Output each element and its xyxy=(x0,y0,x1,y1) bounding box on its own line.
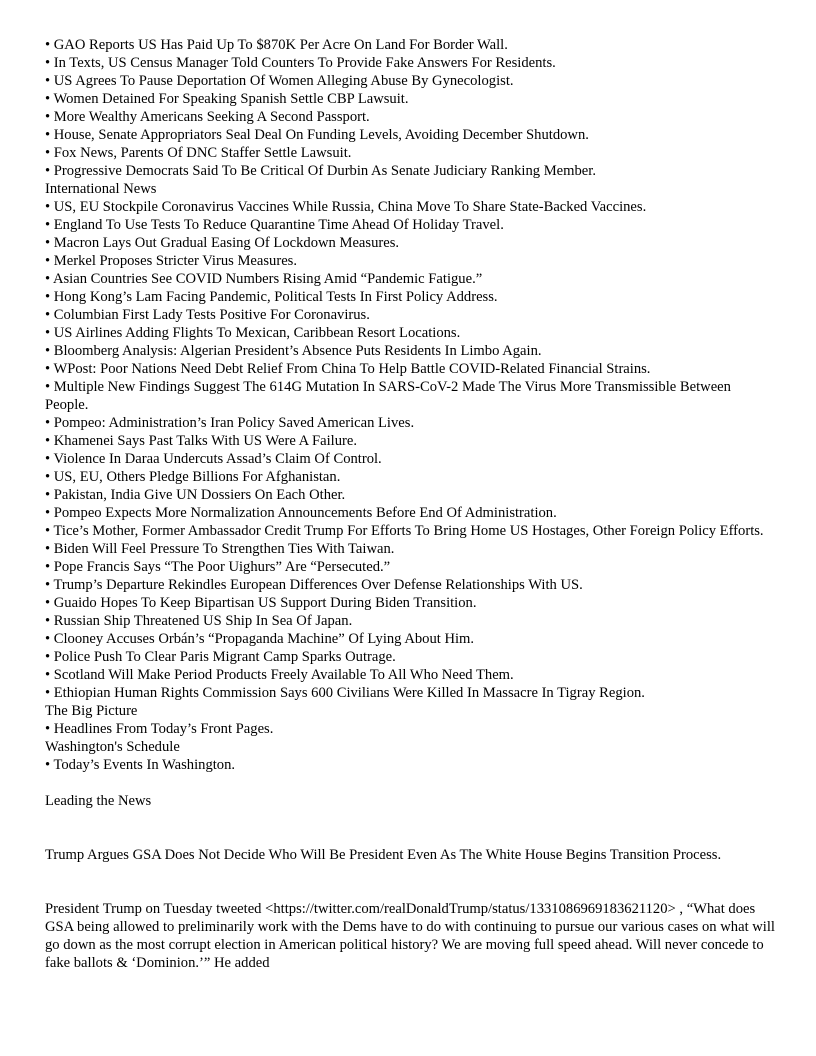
list-item: • More Wealthy Americans Seeking A Second Passport. xyxy=(45,109,370,125)
list-item: • England To Use Tests To Reduce Quarantine Time Ahead Of Holiday Travel. xyxy=(45,217,504,233)
list-item: • Violence In Daraa Undercuts Assad’s Claim Of Control. xyxy=(45,451,382,467)
spacer xyxy=(45,774,775,792)
list-item: • Clooney Accuses Orbán’s “Propaganda Machine” Of Lying About Him. xyxy=(45,631,475,647)
list-item: • Hong Kong’s Lam Facing Pandemic, Political Tests In First Policy Address. xyxy=(45,289,498,305)
list-item: • Today’s Events In Washington. xyxy=(45,757,236,773)
list-item: • Asian Countries See COVID Numbers Rising Amid “Pandemic Fatigue.” xyxy=(45,271,483,287)
list-item: • US, EU Stockpile Coronavirus Vaccines While Russia, China Move To Share State-Backed Vaccines. xyxy=(45,199,647,215)
international-news-list xyxy=(45,198,775,702)
list-item: • House, Senate Appropriators Seal Deal On Funding Levels, Avoiding December Shutdown. xyxy=(45,127,589,143)
list-item: • Headlines From Today’s Front Pages. xyxy=(45,721,274,737)
list-item: • Trump’s Departure Rekindles European Differences Over Defense Relationships With US. xyxy=(45,577,583,593)
international-news-heading: International News xyxy=(45,181,157,197)
big-picture-heading: The Big Picture xyxy=(45,703,138,719)
story-body: President Trump on Tuesday tweeted <https://twitter.com/realDonaldTrump/status/1331086969183621120> , “What does GSA being allowed to preliminarily work with the Dems have to do with continuing to pursue our various cases on what will go down as the most corrupt election in American political history? We are moving full speed ahead. Will never concede to fake ballots & ‘Dominion.’” He added xyxy=(45,901,775,971)
list-item: • WPost: Poor Nations Need Debt Relief From China To Help Battle COVID-Related Financial Strains. xyxy=(45,361,651,377)
list-item: • Russian Ship Threatened US Ship In Sea Of Japan. xyxy=(45,613,353,629)
list-item: • US Airlines Adding Flights To Mexican, Caribbean Resort Locations. xyxy=(45,325,461,341)
list-item: • Women Detained For Speaking Spanish Settle CBP Lawsuit. xyxy=(45,91,409,107)
spacer xyxy=(45,810,775,846)
list-item: • Pope Francis Says “The Poor Uighurs” Are “Persecuted.” xyxy=(45,559,391,575)
spacer xyxy=(45,864,775,900)
list-item: • Guaido Hopes To Keep Bipartisan US Support During Biden Transition. xyxy=(45,595,477,611)
list-item: • Scotland Will Make Period Products Freely Available To All Who Need Them. xyxy=(45,667,514,683)
leading-the-news-heading: Leading the News xyxy=(45,793,152,809)
list-item: • In Texts, US Census Manager Told Counters To Provide Fake Answers For Residents. xyxy=(45,55,556,71)
list-item: • Bloomberg Analysis: Algerian President’s Absence Puts Residents In Limbo Again. xyxy=(45,343,542,359)
list-item: • Biden Will Feel Pressure To Strengthen Ties With Taiwan. xyxy=(45,541,395,557)
list-item: • Ethiopian Human Rights Commission Says 600 Civilians Were Killed In Massacre In Tigray Region. xyxy=(45,685,645,701)
list-item: • US Agrees To Pause Deportation Of Women Alleging Abuse By Gynecologist. xyxy=(45,73,514,89)
list-item: • GAO Reports US Has Paid Up To $870K Per Acre On Land For Border Wall. xyxy=(45,37,508,53)
document-page xyxy=(45,36,775,972)
list-item: • US, EU, Others Pledge Billions For Afghanistan. xyxy=(45,469,341,485)
story-headline: Trump Argues GSA Does Not Decide Who Will Be President Even As The White House Begins Transition Process. xyxy=(45,847,722,863)
list-item: • Khamenei Says Past Talks With US Were A Failure. xyxy=(45,433,358,449)
list-item: • Macron Lays Out Gradual Easing Of Lockdown Measures. xyxy=(45,235,400,251)
list-item: • Police Push To Clear Paris Migrant Camp Sparks Outrage. xyxy=(45,649,396,665)
list-item: • Columbian First Lady Tests Positive For Coronavirus. xyxy=(45,307,370,323)
list-item: • Pakistan, India Give UN Dossiers On Each Other. xyxy=(45,487,346,503)
domestic-news-list xyxy=(45,36,775,180)
list-item: • Fox News, Parents Of DNC Staffer Settle Lawsuit. xyxy=(45,145,352,161)
list-item: • Multiple New Findings Suggest The 614G Mutation In SARS-CoV-2 Made The Virus More Transmissible Between People. xyxy=(45,379,731,413)
list-item: • Merkel Proposes Stricter Virus Measures. xyxy=(45,253,298,269)
list-item: • Progressive Democrats Said To Be Critical Of Durbin As Senate Judiciary Ranking Member. xyxy=(45,163,596,179)
list-item: • Tice’s Mother, Former Ambassador Credit Trump For Efforts To Bring Home US Hostages, Other Foreign Policy Efforts. xyxy=(45,523,764,539)
washington-schedule-heading: Washington's Schedule xyxy=(45,739,180,755)
list-item: • Pompeo Expects More Normalization Announcements Before End Of Administration. xyxy=(45,505,557,521)
list-item: • Pompeo: Administration’s Iran Policy Saved American Lives. xyxy=(45,415,415,431)
